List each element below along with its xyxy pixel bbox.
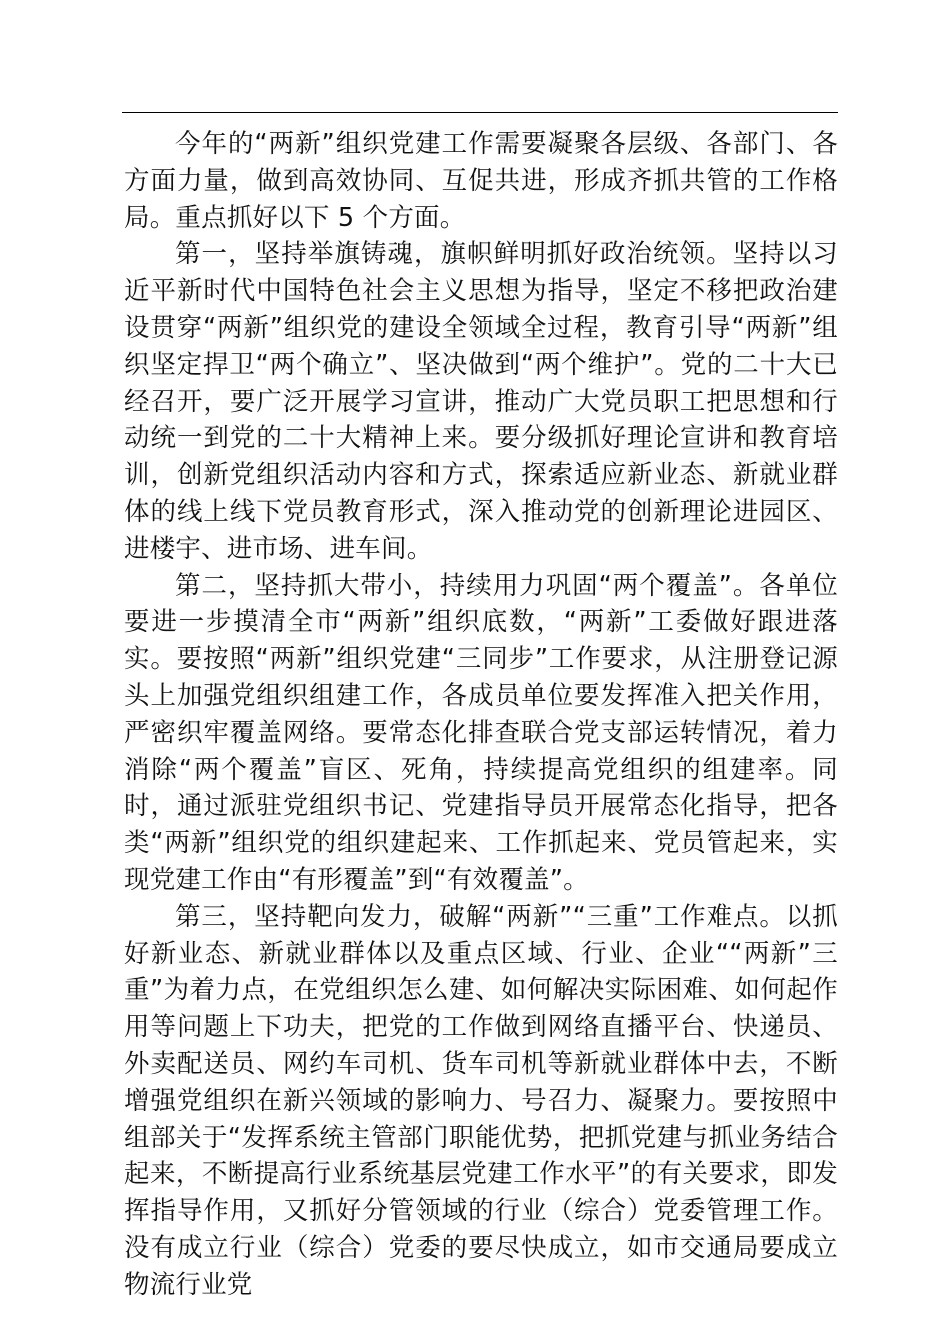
body-text: [124, 126, 838, 1304]
paragraph-first: 第一，坚持举旗铸魂，旗帜鲜明抓好政治统领。坚持以习近平新时代中国特色社会主义思想为指导，坚定不移把政治建设贯穿“两新”组织党的建设全领域全过程，教育引导“两新”组织坚定捍卫“两个确立”、坚决做到“两个维护”。党的二十大已经召开，要广泛开展学习宣讲，推动广大党员职工把思想和行动统一到党的二十大精神上来。要分级抓好理论宣讲和教育培训，创新党组织活动内容和方式，探索适应新业态、新就业群体的线上线下党员教育形式，深入推动党的创新理论进园区、进楼宇、进市场、进车间。: [124, 239, 838, 564]
paragraph-intro: 今年的“两新”组织党建工作需要凝聚各层级、各部门、各方面力量，做到高效协同、互促共进，形成齐抓共管的工作格局。重点抓好以下 5 个方面。: [124, 129, 838, 233]
header-rule: [122, 112, 838, 113]
paragraph-second: 第二，坚持抓大带小，持续用力巩固“两个覆盖”。各单位要进一步摸清全市“两新”组织底数，“两新”工委做好跟进落实。要按照“两新”组织党建“三同步”工作要求，从注册登记源头上加强党组织组建工作，各成员单位要发挥准入把关作用，严密织牢覆盖网络。要常态化排查联合党支部运转情况，着力消除“两个覆盖”盲区、死角，持续提高党组织的组建率。同时，通过派驻党组织书记、党建指导员开展常态化指导，把各类“两新”组织党的组织建起来、工作抓起来、党员管起来，实现党建工作由“有形覆盖”到“有效覆盖”。: [124, 570, 838, 895]
paragraph-third: 第三，坚持靶向发力，破解“两新”“三重”工作难点。以抓好新业态、新就业群体以及重点区域、行业、企业““两新”三重”为着力点，在党组织怎么建、如何解决实际困难、如何起作用等问题上下功夫，把党的工作做到网络直播平台、快递员、外卖配送员、网约车司机、货车司机等新就业群体中去，不断增强党组织在新兴领域的影响力、号召力、凝聚力。要按照中组部关于“发挥系统主管部门职能优势，把抓党建与抓业务结合起来，不断提高行业系统基层党建工作水平”的有关要求，即发挥指导作用，又抓好分管领域的行业（综合）党委管理工作。没有成立行业（综合）党委的要尽快成立，如市交通局要成立物流行业党: [124, 901, 838, 1300]
